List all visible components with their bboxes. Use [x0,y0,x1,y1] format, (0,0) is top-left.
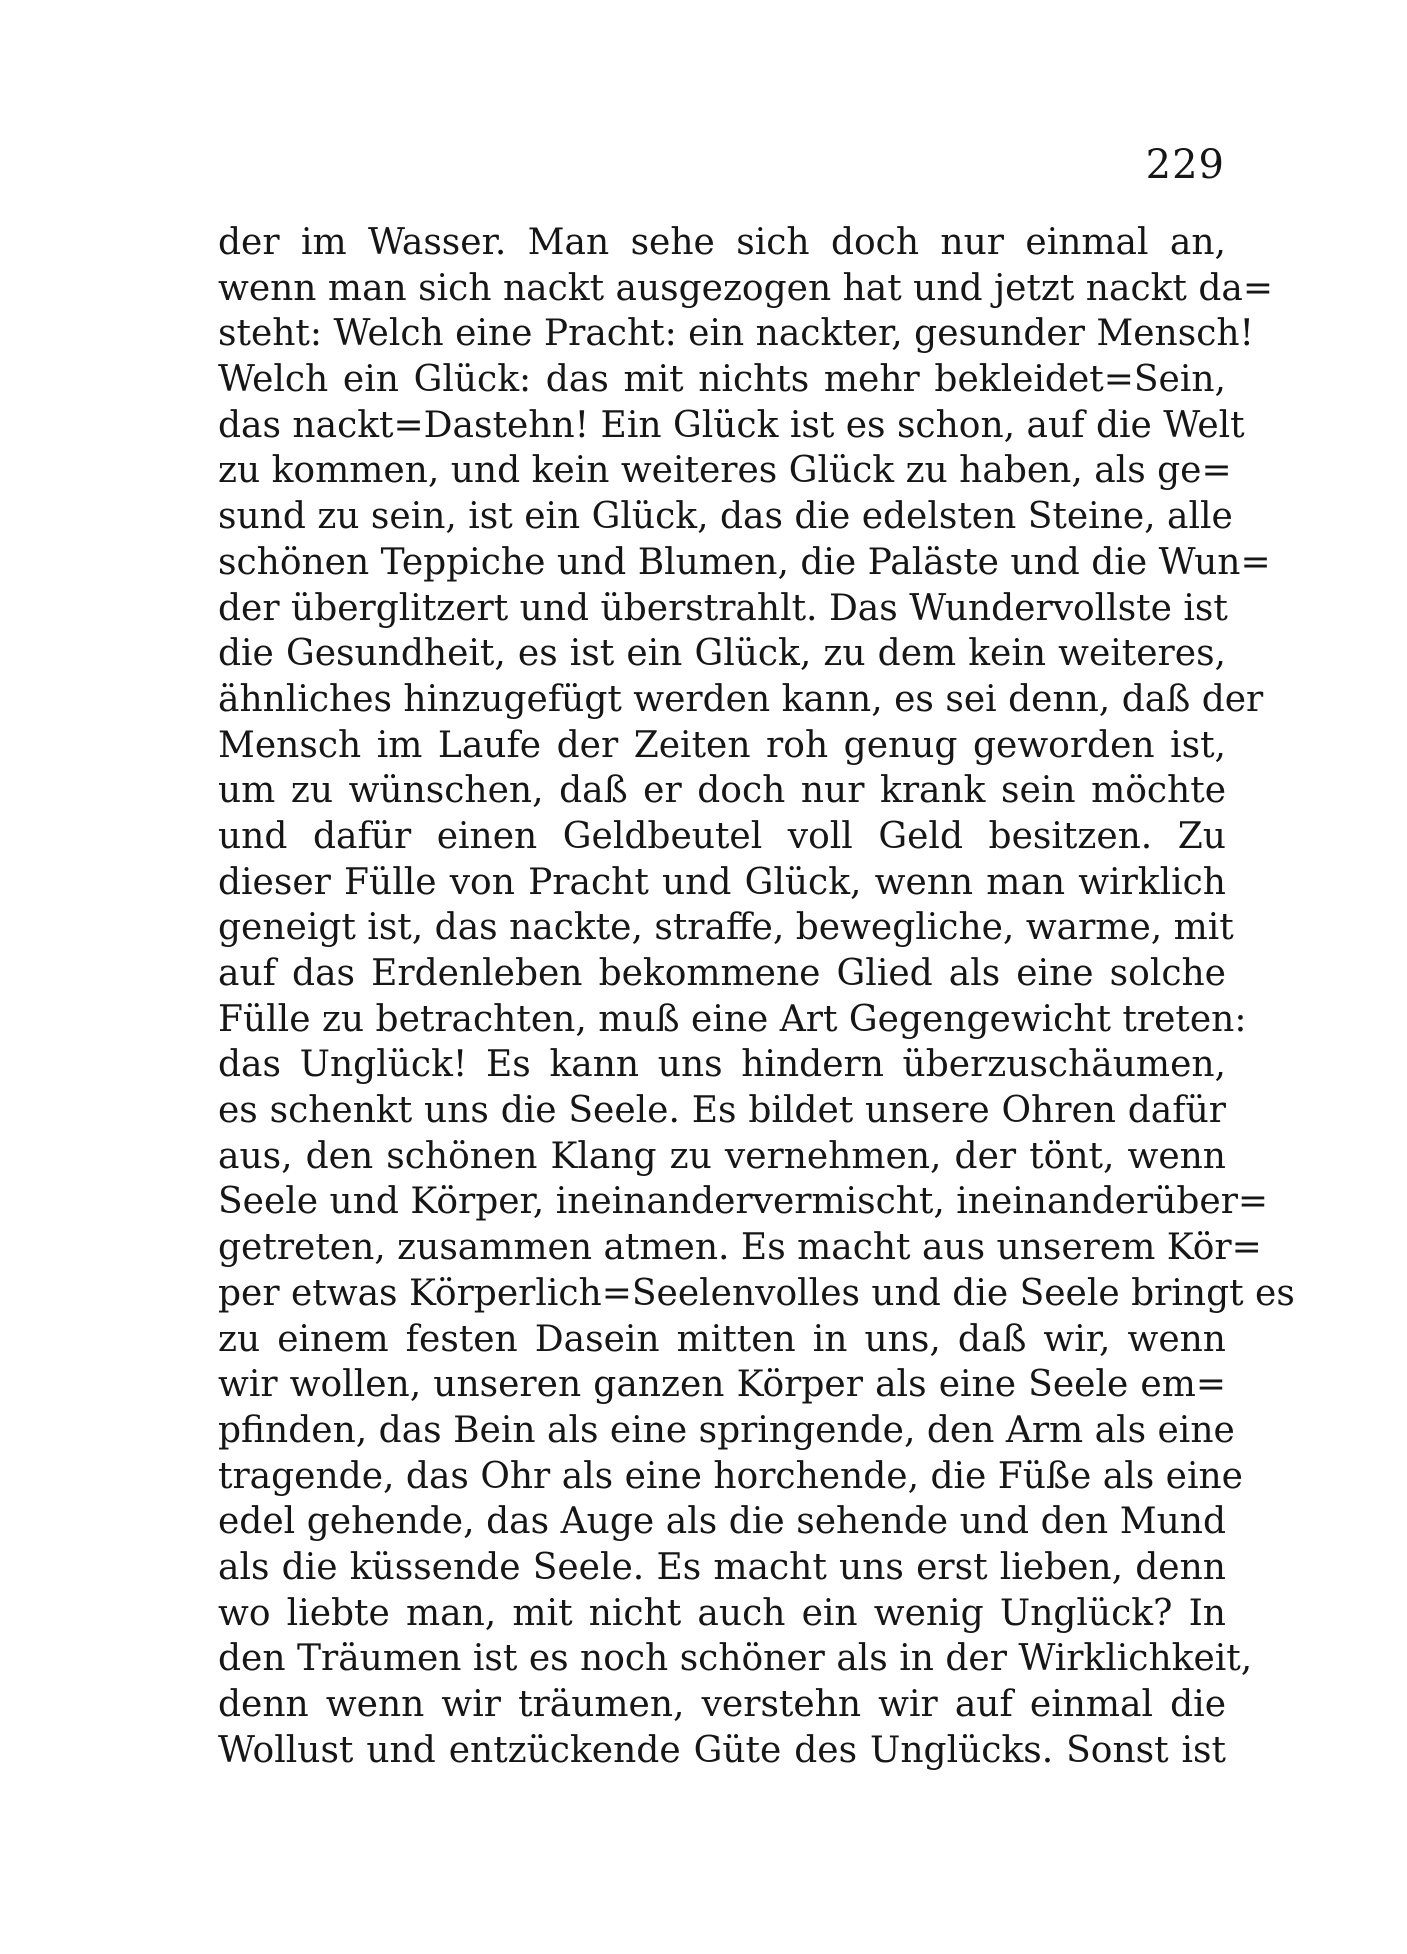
text-line: Seele und Körper, ineinandervermischt, ineinanderüber= [218,1181,1269,1223]
text-line: wo liebte man, mit nicht auch ein wenig Unglück? In [218,1592,1226,1634]
text-line: edel gehende, das Auge als die sehende und den Mund [218,1501,1226,1543]
text-line: Wollust und entzückende Güte des Unglücks. Sonst ist [218,1729,1226,1771]
text-line: das nackt=Dastehn! Ein Glück ist es schon, auf die Welt [218,404,1245,446]
text-line: steht: Welch eine Pracht: ein nackter, gesunder Mensch! [218,313,1255,355]
text-line: auf das Erdenleben bekommene Glied als eine solche [218,953,1226,994]
text-line: tragende, das Ohr als eine horchende, die Füße als eine [218,1455,1243,1497]
text-line: schönen Teppiche und Blumen, die Paläste und die Wun= [218,541,1271,583]
text-line: dieser Fülle von Pracht und Glück, wenn man wirklich [218,861,1226,903]
text-line: zu kommen, und kein weiteres Glück zu haben, als ge= [218,450,1232,492]
text-line: um zu wünschen, daß er doch nur krank sein möchte [218,770,1226,812]
text-line: aus, den schönen Klang zu vernehmen, der tönt, wenn [218,1135,1226,1177]
text-line: wenn man sich nackt ausgezogen hat und jetzt nackt da= [218,267,1274,309]
body-text [218,220,1295,1773]
text-line: der überglitzert und überstrahlt. Das Wundervollste ist [218,587,1228,629]
text-line: zu einem festen Dasein mitten in uns, daß wir, wenn [218,1318,1226,1360]
text-line: pfinden, das Bein als eine springende, den Arm als eine [218,1409,1235,1451]
text-line: die Gesundheit, es ist ein Glück, zu dem kein weiteres, [218,633,1226,675]
text-line: Fülle zu betrachten, muß eine Art Gegengewicht treten: [218,998,1247,1040]
text-line: getreten, zusammen atmen. Es macht aus unserem Kör= [218,1227,1262,1269]
text-line: den Träumen ist es noch schöner als in der Wirklichkeit, [218,1638,1253,1680]
text-line: es schenkt uns die Seele. Es bildet unsere Ohren dafür [218,1090,1226,1132]
page-number: 229 [1145,142,1225,188]
text-line: sund zu sein, ist ein Glück, das die edelsten Steine, alle [218,496,1233,538]
text-line: als die küssende Seele. Es macht uns erst lieben, denn [218,1546,1226,1588]
text-line: per etwas Körperlich=Seelenvolles und die Seele bringt es [218,1272,1295,1314]
text-line: und dafür einen Geldbeutel voll Geld besitzen. Zu [218,815,1226,857]
text-line: das Unglück! Es kann uns hindern überzuschäumen, [218,1044,1226,1086]
text-line: der im Wasser. Man sehe sich doch nur einmal an, [218,222,1226,263]
text-line: wir wollen, unseren ganzen Körper als eine Seele em= [218,1364,1226,1406]
text-line: denn wenn wir träumen, verstehn wir auf einmal die [218,1684,1226,1725]
text-line: Welch ein Glück: das mit nichts mehr bekleidet=Sein, [218,359,1226,401]
text-line: ähnliches hinzugefügt werden kann, es sei denn, daß der [218,678,1264,720]
text-line: Mensch im Laufe der Zeiten roh genug geworden ist, [218,724,1226,766]
text-line: geneigt ist, das nackte, straffe, bewegliche, warme, mit [218,907,1234,949]
